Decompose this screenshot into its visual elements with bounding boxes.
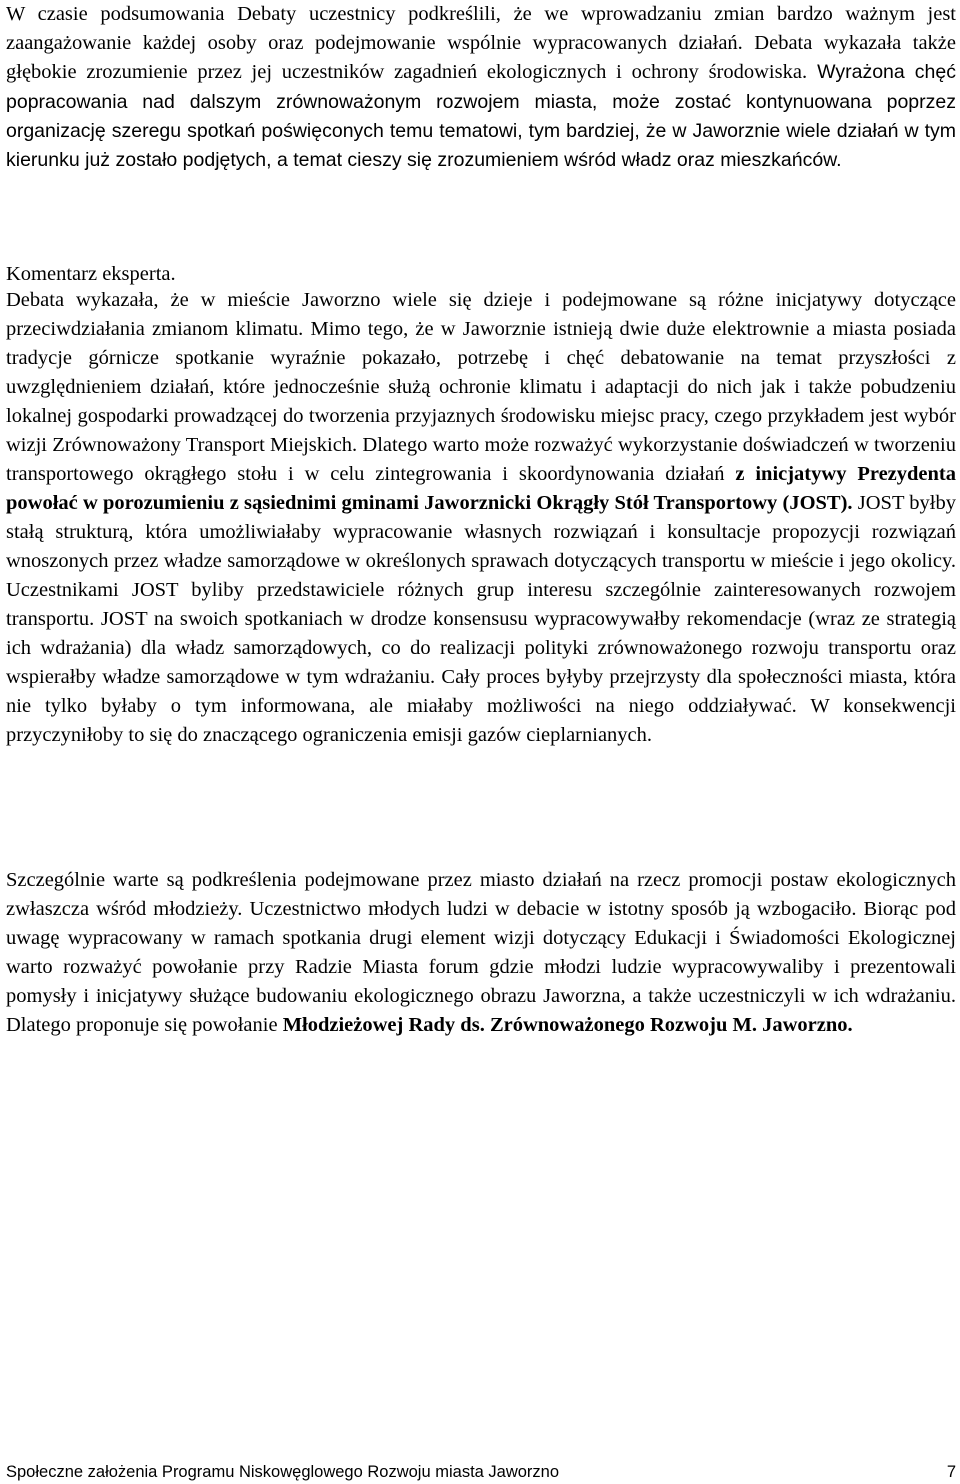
page-footer xyxy=(6,1462,956,1482)
paragraph-expert-comment-text xyxy=(6,286,956,750)
expert-comment-heading: Komentarz eksperta. xyxy=(6,263,176,285)
summary-sans-text: Wyrażona chęć popracowania nad dalszym zrównoważonym rozwojem miasta, może zostać kontynuowana poprzez organizację szeregu spotkań poświęconych temu tematowi, tym bardziej, że w Jaworznie wiele działań w tym kierunku już zostało podjętych, a temat cieszy się zrozumieniem wśród władz oraz mieszkańców. xyxy=(6,61,956,172)
expert-text-bold-jost: z inicjatywy Prezydenta powołać w porozumieniu z sąsiednimi gminami Jaworznicki Okrągły Stół Transportowy (JOST). xyxy=(6,463,957,514)
expert-text-part-b: JOST byłby stałą strukturą, która umożliwiałaby wypracowanie własnych rozwiązań i konsultacje propozycji rozwiązań wnoszonych przez władze samorządowe w określonych sprawach dotyczących transportu w mieście i jego okolicy. Uczestnikami JOST byliby przedstawiciele różnych grup interesu szczególnie zainteresowanych rozwojem transportu. JOST na swoich spotkaniach w drodze konsensusu wypracowywałby rekomendacje (wraz ze strategią ich wdrażania) dla władz samorządowych, co do realizacji polityki zrównoważonego rozwoju transportu oraz wspierałby władze samorządowe w tym wdrażaniu. Cały proces byłyby przejrzysty dla społeczności miasta, która nie tylko byłaby o tym informowana, ale miałaby możliwości na niego oddziaływać. W konsekwencji przyczyniłoby to się do znaczącego ograniczenia emisji gazów cieplarnianych. xyxy=(6,492,957,746)
paragraph-youth-text xyxy=(6,866,956,1040)
expert-text-part-a: Debata wykazała, że w mieście Jaworzno wiele się dzieje i podejmowane są różne inicjatywy dotyczące przeciwdziałania zmianom klimatu. Mimo tego, że w Jaworznie istnieją dwie duże elektrownie a miasta posiada tradycje górnicze spotkanie wyraźnie pokazało, potrzebę i chęć debatowanie na temat przyszłości z uwzględnieniem działań, które jednocześnie służą ochronie klimatu i adaptacji do nich jak i także pobudzeniu lokalnej gospodarki prowadzącej do tworzenia przyjaznych środowisku miejsc pracy, czego przykładem jest wybór wizji Zrównoważony Transport Miejskich. Dlatego warto może rozważyć wykorzystanie doświadczeń w tworzeniu transportowego okrągłego stołu i w celu zintegrowania i skoordynowania działań xyxy=(6,289,956,485)
youth-text-bold-council: Młodzieżowej Rady ds. Zrównoważonego Rozwoju M. Jaworzno. xyxy=(282,1014,853,1036)
footer-title: Społeczne założenia Programu Niskowęglowego Rozwoju miasta Jaworzno xyxy=(6,1463,560,1481)
summary-serif-text: W czasie podsumowania Debaty uczestnicy podkreślili, że we wprowadzaniu zmian bardzo ważnym jest zaangażowanie każdej osoby oraz podejmowanie wspólnie wypracowanych działań. Debata wykazała także głębokie zrozumienie przez jej uczestników zagadnień ekologicznych i ochrony środowiska. xyxy=(6,3,956,84)
paragraph-youth xyxy=(6,866,956,1040)
paragraph-summary xyxy=(6,0,956,175)
footer-page-number: 7 xyxy=(946,1463,956,1481)
paragraph-summary-text xyxy=(6,0,956,175)
paragraph-expert-comment xyxy=(6,286,956,750)
youth-text-part-a: Szczególnie warte są podkreślenia podejmowane przez miasto działań na rzecz promocji postaw ekologicznych zwłaszcza wśród młodzieży. Uczestnictwo młodych ludzi w debacie w istotny sposób ją wzbogaciło. Biorąc pod uwagę wypracowany w ramach spotkania drugi element wizji dotyczący Edukacji i Świadomości Ekologicznej warto rozważyć powołanie przy Radzie Miasta forum gdzie młodzi ludzie wypracowywaliby i prezentowali pomysły i inicjatywy służące budowaniu ekologicznego obrazu Jaworzna, a także uczestniczyli w ich wdrażaniu. Dlatego proponuje się powołanie xyxy=(6,869,956,1036)
